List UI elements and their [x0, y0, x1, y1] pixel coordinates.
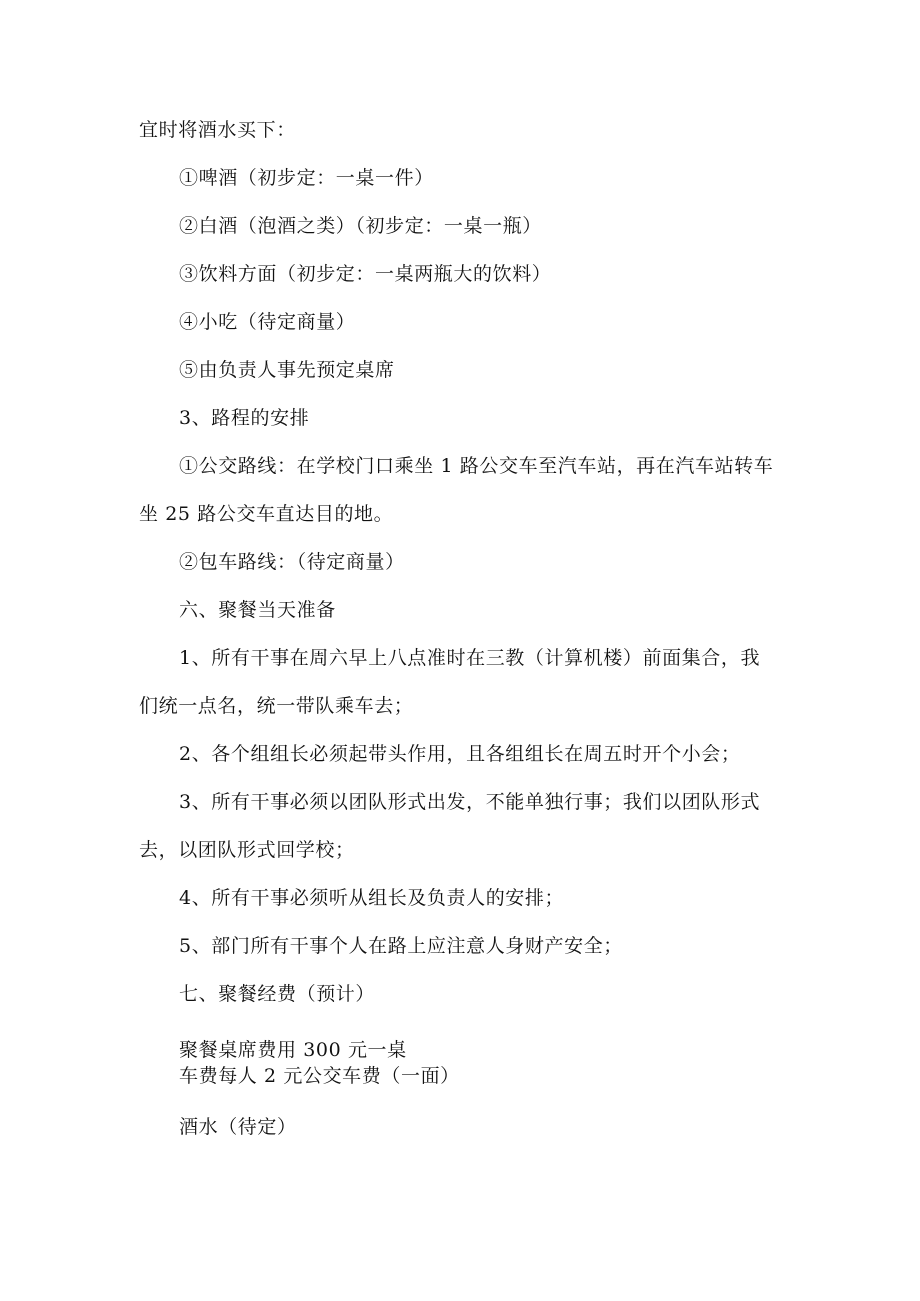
text-line: 酒水（待定） — [179, 1116, 297, 1138]
text-line: 坐 25 路公交车直达目的地。 — [139, 503, 394, 525]
text-line: 去，以团队形式回学校； — [139, 839, 355, 861]
text-line: 宜时将酒水买下： — [139, 119, 296, 141]
text-line: ⑤由负责人事先预定桌席 — [179, 359, 395, 381]
text-line: ④小吃（待定商量） — [179, 311, 356, 333]
section-heading: 六、聚餐当天准备 — [179, 599, 336, 621]
text-line: ①啤酒（初步定：一桌一件） — [179, 167, 434, 189]
text-line: ②白酒（泡酒之类）（初步定：一桌一瓶） — [179, 215, 542, 237]
text-line: 1、所有干事在周六早上八点准时在三教（计算机楼）前面集合，我 — [179, 647, 761, 669]
text-line: 4、所有干事必须听从组长及负责人的安排； — [179, 887, 565, 909]
text-line: ③饮料方面（初步定：一桌两瓶大的饮料） — [179, 263, 552, 285]
text-line: 5、部门所有干事个人在路上应注意人身财产安全； — [179, 935, 623, 957]
text-line: 们统一点名，统一带队乘车去； — [139, 695, 414, 717]
text-line: 3、所有干事必须以团队形式出发，不能单独行事；我们以团队形式 — [179, 791, 761, 813]
text-line: ②包车路线：（待定商量） — [179, 551, 405, 573]
section-heading: 3、路程的安排 — [179, 407, 310, 429]
text-line: 车费每人 2 元公交车费（一面） — [179, 1065, 460, 1087]
section-heading: 七、聚餐经费（预计） — [179, 983, 376, 1005]
text-line: 2、各个组组长必须起带头作用，且各组组长在周五时开个小会； — [179, 743, 741, 765]
text-line: 聚餐桌席费用 300 元一桌 — [179, 1039, 407, 1061]
text-line: ①公交路线：在学校门口乘坐 1 路公交车至汽车站，再在汽车站转车 — [179, 455, 774, 477]
